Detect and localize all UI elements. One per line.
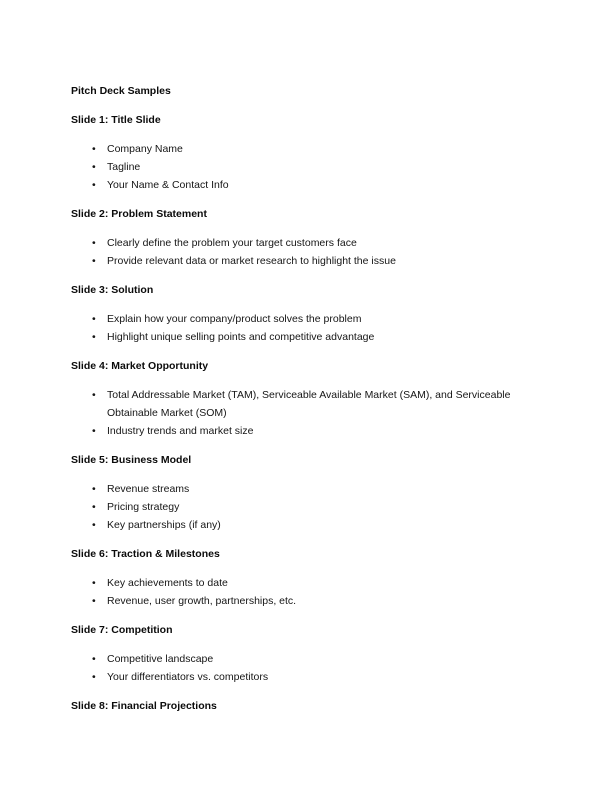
bullet-item: • Industry trends and market size — [71, 422, 540, 440]
bullet-item: • Pricing strategy — [71, 498, 540, 516]
bullet-item: • Provide relevant data or market research to highlight the issue — [71, 252, 540, 270]
bullet-list-slide-1 — [71, 140, 540, 194]
bullet-list-slide-4 — [71, 386, 540, 440]
bullet-item: • Key partnerships (if any) — [71, 516, 540, 534]
section-heading-slide-1: Slide 1: Title Slide — [71, 114, 161, 126]
bullet-item: • Your differentiators vs. competitors — [71, 668, 540, 686]
bullet-list-slide-3 — [71, 310, 540, 346]
section-heading-slide-6: Slide 6: Traction & Milestones — [71, 548, 220, 560]
section-heading-slide-8: Slide 8: Financial Projections — [71, 700, 217, 712]
bullet-item: • Highlight unique selling points and competitive advantage — [71, 328, 540, 346]
bullet-item: • Revenue, user growth, partnerships, etc. — [71, 592, 540, 610]
bullet-list-slide-5 — [71, 480, 540, 534]
section-heading-slide-2: Slide 2: Problem Statement — [71, 208, 207, 220]
section-heading-slide-5: Slide 5: Business Model — [71, 454, 192, 466]
bullet-list-slide-2 — [71, 234, 540, 270]
bullet-item: • Your Name & Contact Info — [71, 176, 540, 194]
document-title: Pitch Deck Samples — [71, 85, 171, 97]
section-heading-slide-4: Slide 4: Market Opportunity — [71, 360, 209, 372]
bullet-item: • Competitive landscape — [71, 650, 540, 668]
bullet-item: • Total Addressable Market (TAM), Serviceable Available Market (SAM), and Serviceable Obtainable Market (SOM) — [71, 386, 540, 422]
bullet-item: • Company Name — [71, 140, 540, 158]
bullet-list-slide-6 — [71, 574, 540, 610]
bullet-item: • Clearly define the problem your target customers face — [71, 234, 540, 252]
bullet-item: • Tagline — [71, 158, 540, 176]
section-heading-slide-7: Slide 7: Competition — [71, 624, 173, 636]
bullet-item: • Revenue streams — [71, 480, 540, 498]
section-heading-slide-3: Slide 3: Solution — [71, 284, 154, 296]
bullet-item: • Key achievements to date — [71, 574, 540, 592]
bullet-list-slide-7 — [71, 650, 540, 686]
bullet-item: • Explain how your company/product solves the problem — [71, 310, 540, 328]
